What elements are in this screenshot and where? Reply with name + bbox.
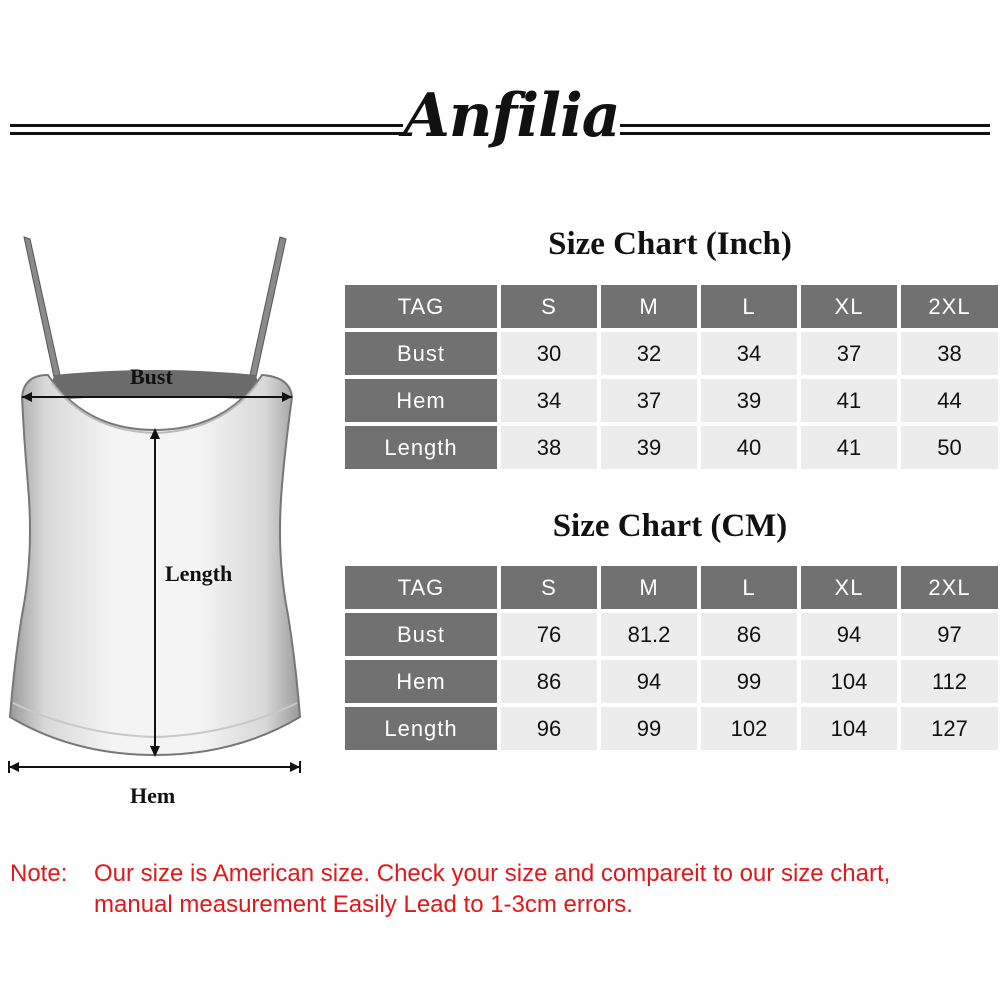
value-cell: 37 xyxy=(601,379,697,422)
table-row xyxy=(345,332,998,375)
note-text-1: Our size is American size. Check your size and compareit to our size chart, xyxy=(94,860,891,887)
value-cell: 102 xyxy=(701,707,797,750)
value-cell: 37 xyxy=(801,332,897,375)
value-cell: 97 xyxy=(901,613,998,656)
inch-size-table xyxy=(341,281,1000,473)
value-cell: 30 xyxy=(501,332,597,375)
size-note xyxy=(10,858,995,920)
value-cell: 104 xyxy=(801,660,897,703)
table-header-row xyxy=(345,285,998,328)
value-cell: 38 xyxy=(901,332,998,375)
cm-chart-title: Size Chart (CM) xyxy=(552,508,788,544)
table-row xyxy=(345,379,998,422)
note-text-2: manual measurement Easily Lead to 1-3cm errors. xyxy=(94,891,633,918)
header-cell: S xyxy=(501,566,597,609)
note-prefix: Note: xyxy=(10,860,68,887)
value-cell: 94 xyxy=(601,660,697,703)
header-cell: 2XL xyxy=(901,566,998,609)
value-cell: 94 xyxy=(801,613,897,656)
note-line-1 xyxy=(10,858,995,889)
length-label: Length xyxy=(165,561,233,586)
brand-logo: Anfilia xyxy=(403,81,620,151)
value-cell: 38 xyxy=(501,426,597,469)
camisole-drawing xyxy=(0,225,310,825)
header-cell: 2XL xyxy=(901,285,998,328)
header-cell: S xyxy=(501,285,597,328)
value-cell: 127 xyxy=(901,707,998,750)
header-cell: L xyxy=(701,285,797,328)
value-cell: 39 xyxy=(701,379,797,422)
row-label-cell: Bust xyxy=(345,332,497,375)
value-cell: 81.2 xyxy=(601,613,697,656)
garment-illustration xyxy=(0,225,310,825)
value-cell: 34 xyxy=(701,332,797,375)
header-cell: TAG xyxy=(345,285,497,328)
value-cell: 41 xyxy=(801,379,897,422)
header-cell: L xyxy=(701,566,797,609)
row-label-cell: Hem xyxy=(345,379,497,422)
header-cell: M xyxy=(601,566,697,609)
value-cell: 104 xyxy=(801,707,897,750)
inch-chart-title: Size Chart (Inch) xyxy=(548,226,792,262)
value-cell: 86 xyxy=(501,660,597,703)
header-cell: M xyxy=(601,285,697,328)
value-cell: 99 xyxy=(701,660,797,703)
header-cell: XL xyxy=(801,566,897,609)
cm-size-table xyxy=(341,562,1000,754)
table-row xyxy=(345,660,998,703)
value-cell: 44 xyxy=(901,379,998,422)
header-cell: TAG xyxy=(345,566,497,609)
value-cell: 41 xyxy=(801,426,897,469)
value-cell: 32 xyxy=(601,332,697,375)
table-header-row xyxy=(345,566,998,609)
row-label-cell: Length xyxy=(345,426,497,469)
value-cell: 40 xyxy=(701,426,797,469)
hem-label: Hem xyxy=(130,783,176,808)
table-row xyxy=(345,707,998,750)
value-cell: 76 xyxy=(501,613,597,656)
value-cell: 50 xyxy=(901,426,998,469)
table-row xyxy=(345,426,998,469)
row-label-cell: Length xyxy=(345,707,497,750)
header-cell: XL xyxy=(801,285,897,328)
value-cell: 99 xyxy=(601,707,697,750)
value-cell: 86 xyxy=(701,613,797,656)
row-label-cell: Bust xyxy=(345,613,497,656)
value-cell: 34 xyxy=(501,379,597,422)
value-cell: 112 xyxy=(901,660,998,703)
value-cell: 96 xyxy=(501,707,597,750)
value-cell: 39 xyxy=(601,426,697,469)
bust-label: Bust xyxy=(130,364,173,389)
table-row xyxy=(345,613,998,656)
row-label-cell: Hem xyxy=(345,660,497,703)
